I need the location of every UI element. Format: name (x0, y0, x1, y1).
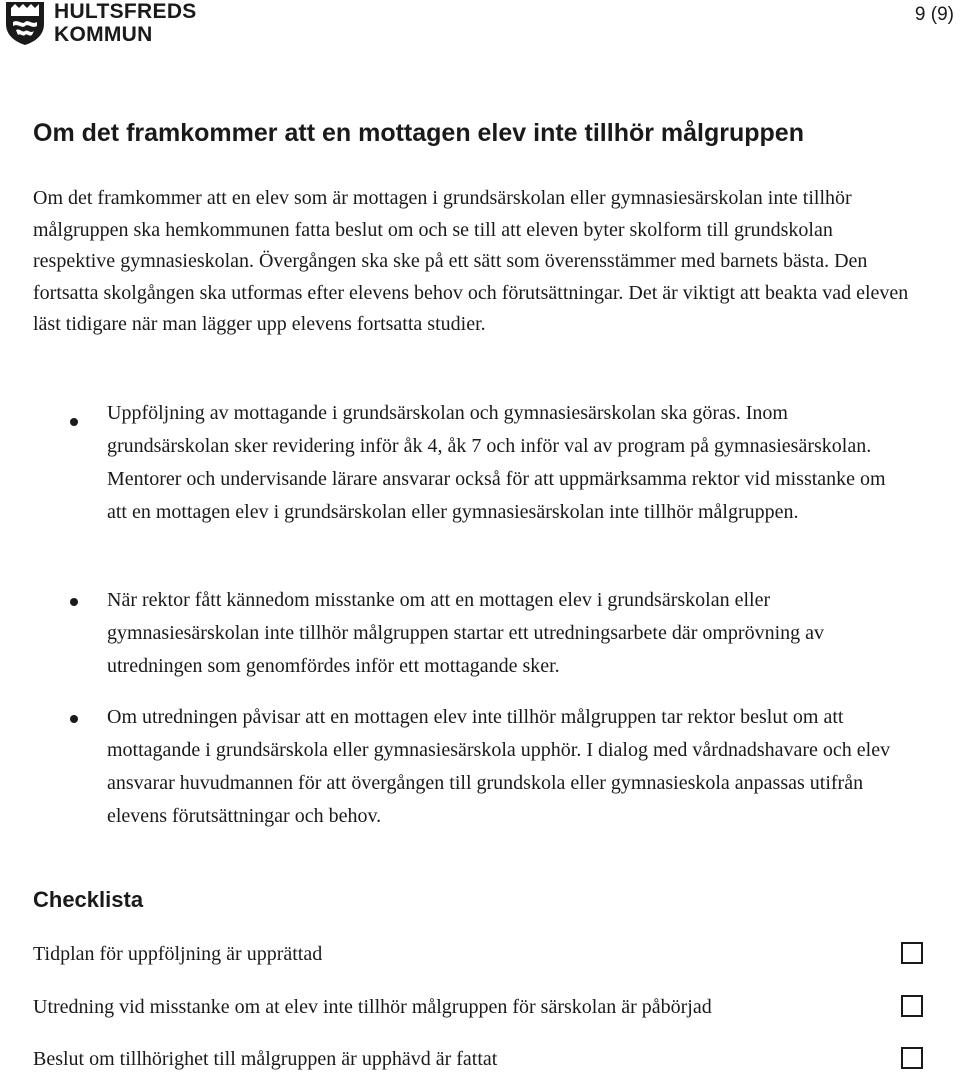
bullet-icon (70, 418, 78, 426)
logo-line-1: HULTSFREDS (54, 0, 197, 23)
logo-line-2: KOMMUN (54, 23, 153, 46)
checklist-item-label: Utredning vid misstanke om at elev inte tillhör målgruppen för särskolan är påbörjad (33, 996, 712, 1018)
bullet-icon (70, 715, 78, 723)
intro-paragraph: Om det framkommer att en elev som är mottagen i grundsärskolan eller gymnasiesärskolan inte tillhör målgruppen ska hemkommunen fatta beslut om och se till att eleven byter skolform till grundskolan respektive gymnasieskolan. Övergången ska ske på ett sätt som överensstämmer med barnets bästa. Den fortsatta skolgången ska utformas efter elevens behov och förutsättningar. Det är viktigt att beakta vad eleven läst tidigare när man lägger upp elevens fortsatta studier. (33, 187, 909, 336)
checklist-checkbox-decision[interactable] (901, 1047, 923, 1069)
bullet-item-investigation: När rektor fått kännedom misstanke om att en mottagen elev i grundsärskolan eller gymnasiesärskolan inte tillhör målgruppen startar ett utredningsarbete där omprövning av utredningen som genomfördes inför ett mottagande sker. (107, 589, 825, 677)
bullet-item-followup: Uppföljning av mottagande i grundsärskolan och gymnasiesärskolan ska göras. Inom grundsärskolan sker revidering inför åk 4, åk 7 och inför val av program på gymnasiesärskolan. Mentorer och undervisande lärare ansvarar också för att uppmärksamma rektor vid misstanke om att en mottagen elev i grundsärskolan eller gymnasiesärskolan inte tillhör målgruppen. (107, 402, 886, 523)
page-number: 9 (9) (914, 4, 954, 25)
section-heading: Om det framkommer att en mottagen elev inte tillhör målgruppen (33, 119, 804, 147)
municipality-logo (4, 0, 197, 46)
bullet-icon (70, 598, 78, 606)
bullet-item-decision: Om utredningen påvisar att en mottagen elev inte tillhör målgruppen tar rektor beslut om att mottagande i grundsärskola eller gymnasiesärskola upphör. I dialog med vårdnadshavare och elev ansvarar huvudmannen för att övergången till grundskola eller gymnasieskola anpassas utifrån elevens förutsättningar och behov. (107, 706, 891, 827)
checklist-item-label: Tidplan för uppföljning är upprättad (33, 943, 323, 965)
checklist-heading: Checklista (33, 887, 144, 912)
checklist-item-label: Beslut om tillhörighet till målgruppen är upphävd är fattat (33, 1048, 498, 1070)
checklist-checkbox-schedule[interactable] (901, 942, 923, 964)
coat-of-arms-icon (4, 0, 46, 46)
checklist-checkbox-investigation[interactable] (901, 995, 923, 1017)
